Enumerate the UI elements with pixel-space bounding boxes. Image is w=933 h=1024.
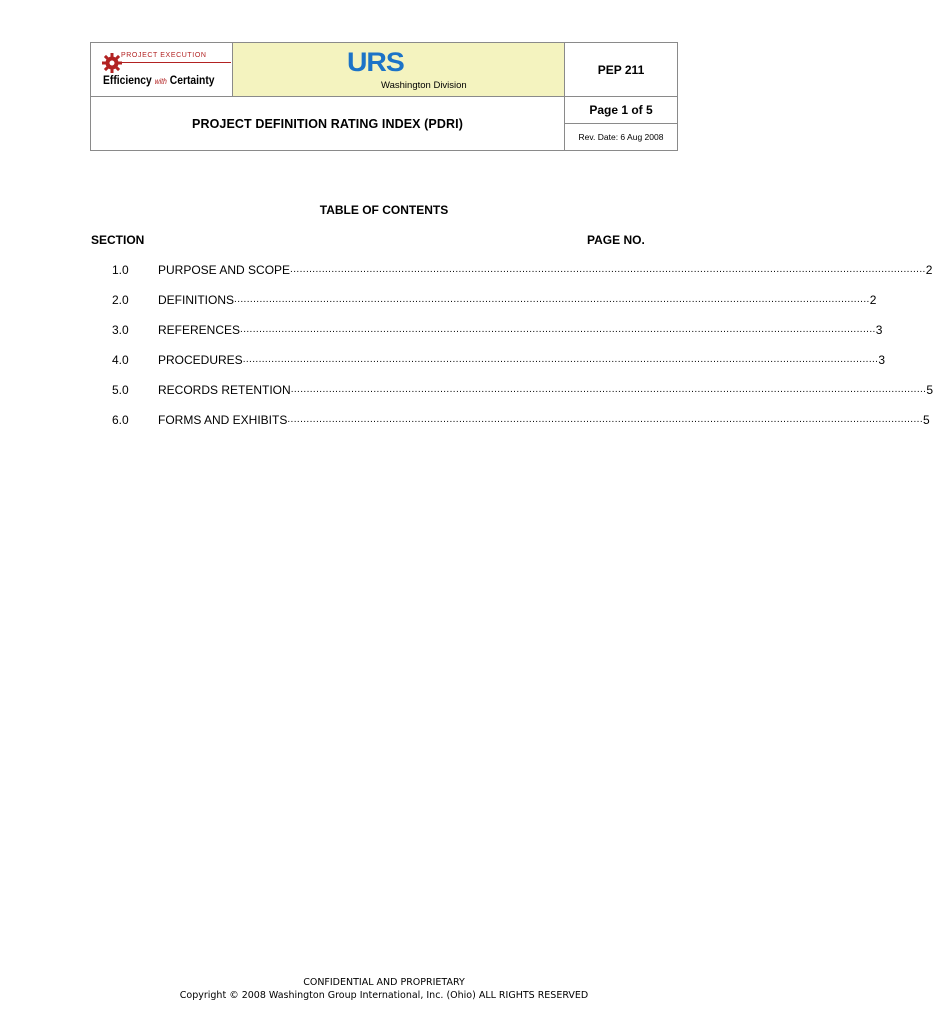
toc-row-number: 5.0 — [112, 383, 129, 397]
toc-row[interactable] — [112, 263, 933, 279]
doc-number: PEP 211 — [565, 43, 677, 97]
toc-section-header: SECTION — [91, 233, 145, 247]
toc-leader: ........................................................................................................................................................................................................ — [290, 264, 926, 275]
toc-title: TABLE OF CONTENTS — [319, 203, 449, 217]
toc-row[interactable] — [112, 383, 933, 399]
confidential-notice: CONFIDENTIAL AND PROPRIETARY — [303, 977, 465, 988]
toc-page-header: PAGE NO. — [587, 233, 645, 247]
toc-row-page: 2 — [925, 263, 933, 277]
document-header — [90, 42, 678, 151]
toc-row-number: 2.0 — [112, 293, 129, 307]
toc-leader: ........................................................................................................................................................................................................ — [242, 354, 879, 365]
toc-row[interactable] — [112, 293, 877, 309]
toc-row[interactable] — [112, 413, 930, 429]
logo-slogan — [103, 73, 214, 87]
toc-row-label: PURPOSE AND SCOPE — [158, 263, 291, 277]
page-number: Page 1 of 5 — [565, 97, 677, 124]
toc-row-label: PROCEDURES — [158, 353, 243, 367]
copyright-notice: Copyright © 2008 Washington Group International, Inc. (Ohio) ALL RIGHTS RESERVED — [179, 990, 589, 1001]
toc-row-number: 1.0 — [112, 263, 129, 277]
project-execution-logo-cell — [91, 43, 233, 97]
division-name: Washington Division — [381, 80, 467, 91]
revision-date: Rev. Date: 6 Aug 2008 — [578, 132, 664, 142]
toc-row[interactable] — [112, 323, 883, 339]
logo-word-certainty: Certainty — [169, 73, 215, 87]
toc-leader: ........................................................................................................................................................................................................ — [290, 384, 927, 395]
toc-row[interactable] — [112, 353, 886, 369]
logo-word-with: with — [154, 77, 167, 86]
toc-leader: ........................................................................................................................................................................................................ — [287, 414, 924, 425]
urs-logo-cell — [233, 43, 565, 97]
toc-row-number: 3.0 — [112, 323, 129, 337]
logo-tagline: PROJECT EXECUTION — [121, 52, 207, 59]
toc-row-number: 4.0 — [112, 353, 129, 367]
logo-rule — [121, 62, 231, 63]
toc-row-label: REFERENCES — [158, 323, 241, 337]
toc-row-page: 5 — [926, 383, 933, 397]
gear-icon — [101, 52, 123, 74]
toc-leader: ........................................................................................................................................................................................................ — [240, 324, 876, 335]
urs-logo: URS — [347, 47, 404, 77]
project-execution-logo — [97, 49, 229, 91]
toc-row-page: 3 — [875, 323, 883, 337]
toc-row-label: RECORDS RETENTION — [158, 383, 291, 397]
toc-row-page: 5 — [923, 413, 930, 427]
toc-leader: ........................................................................................................................................................................................................ — [234, 294, 870, 305]
toc-row-label: FORMS AND EXHIBITS — [158, 413, 288, 427]
logo-word-efficiency: Efficiency — [103, 73, 152, 87]
toc-row-page: 3 — [878, 353, 886, 367]
page-footer — [0, 976, 768, 1002]
toc-row-number: 6.0 — [112, 413, 129, 427]
document-title: PROJECT DEFINITION RATING INDEX (PDRI) — [91, 97, 565, 150]
toc-row-page: 2 — [869, 293, 877, 307]
toc-row-label: DEFINITIONS — [158, 293, 235, 307]
